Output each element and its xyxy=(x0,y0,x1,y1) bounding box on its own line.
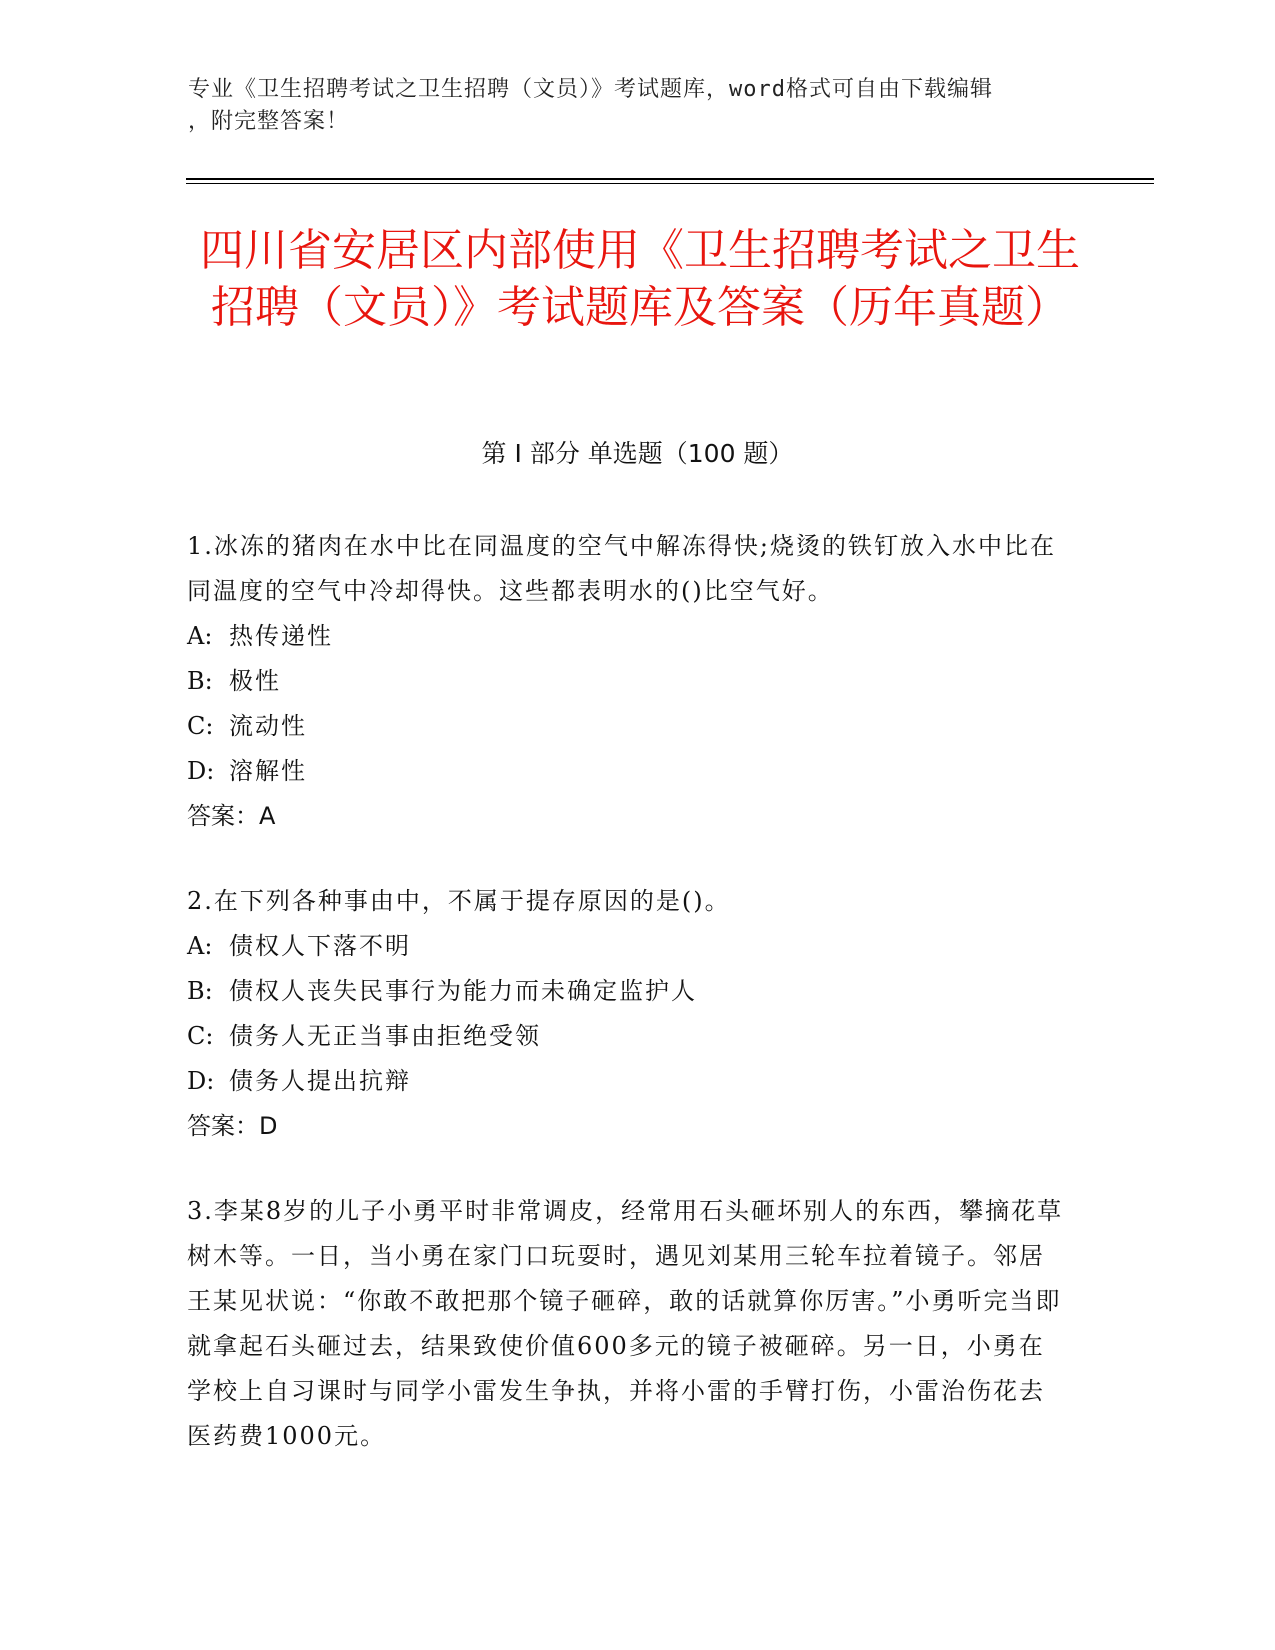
option-label: D: xyxy=(187,757,215,785)
question-option xyxy=(187,1014,1067,1059)
answer-text: 答案：D xyxy=(187,1112,278,1140)
question-stem: 1.冰冻的猪肉在水中比在同温度的空气中解冻得快;烧烫的铁钉放入水中比在同温度的空气中冷却得快。这些都表明水的()比空气好。 xyxy=(187,532,1056,605)
option-label: C: xyxy=(187,1022,214,1050)
option-text: 溶解性 xyxy=(229,757,307,785)
option-label: C: xyxy=(187,712,214,740)
option-label: B: xyxy=(187,977,213,1005)
question-item xyxy=(187,879,1067,1149)
option-label: A: xyxy=(187,932,213,960)
answer-text: 答案：A xyxy=(187,802,276,830)
option-label: A: xyxy=(187,622,213,650)
option-text: 债务人无正当事由拒绝受领 xyxy=(229,1022,541,1050)
option-text: 流动性 xyxy=(229,712,307,740)
question-stem: 2.在下列各种事由中，不属于提存原因的是()。 xyxy=(187,887,731,915)
header-line-2: ，附完整答案！ xyxy=(188,109,350,134)
question-item xyxy=(187,524,1067,839)
question-option xyxy=(187,659,1067,704)
question-option xyxy=(187,704,1067,749)
header-line-1: 专业《卫生招聘考试之卫生招聘（文员）》考试题库，word格式可自由下载编辑 xyxy=(188,77,993,102)
question-option xyxy=(187,924,1067,969)
option-label: B: xyxy=(187,667,213,695)
option-text: 债权人下落不明 xyxy=(229,932,411,960)
document-header xyxy=(188,74,1068,138)
question-option xyxy=(187,969,1067,1014)
question-option xyxy=(187,749,1067,794)
question-list xyxy=(187,524,1067,1499)
option-text: 债务人提出抗辩 xyxy=(229,1067,411,1095)
option-label: D: xyxy=(187,1067,215,1095)
header-divider-thin xyxy=(186,183,1154,184)
option-text: 极性 xyxy=(229,667,281,695)
header-divider-thick xyxy=(186,178,1154,180)
question-item xyxy=(187,1189,1067,1459)
section-heading: 第 I 部分 单选题（100 题） xyxy=(481,439,794,468)
document-title: 四川省安居区内部使用《卫生招聘考试之卫生招聘（文员）》考试题库及答案（历年真题） xyxy=(200,225,1080,333)
question-option xyxy=(187,1059,1067,1104)
question-stem: 3.李某8岁的儿子小勇平时非常调皮，经常用石头砸坏别人的东西，攀摘花草树木等。一日，当小勇在家门口玩耍时，遇见刘某用三轮车拉着镜子。邻居王某见状说：“你敢不敢把那个镜子砸碎，敢的话就算你厉害。”小勇听完当即就拿起石头砸过去，结果致使价值600多元的镜子被砸碎。另一日，小勇在学校上自习课时与同学小雷发生争执，并将小雷的手臂打伤，小雷治伤花去医药费1000元。 xyxy=(187,1197,1064,1450)
question-option xyxy=(187,614,1067,659)
option-text: 热传递性 xyxy=(229,622,333,650)
option-text: 债权人丧失民事行为能力而未确定监护人 xyxy=(229,977,697,1005)
